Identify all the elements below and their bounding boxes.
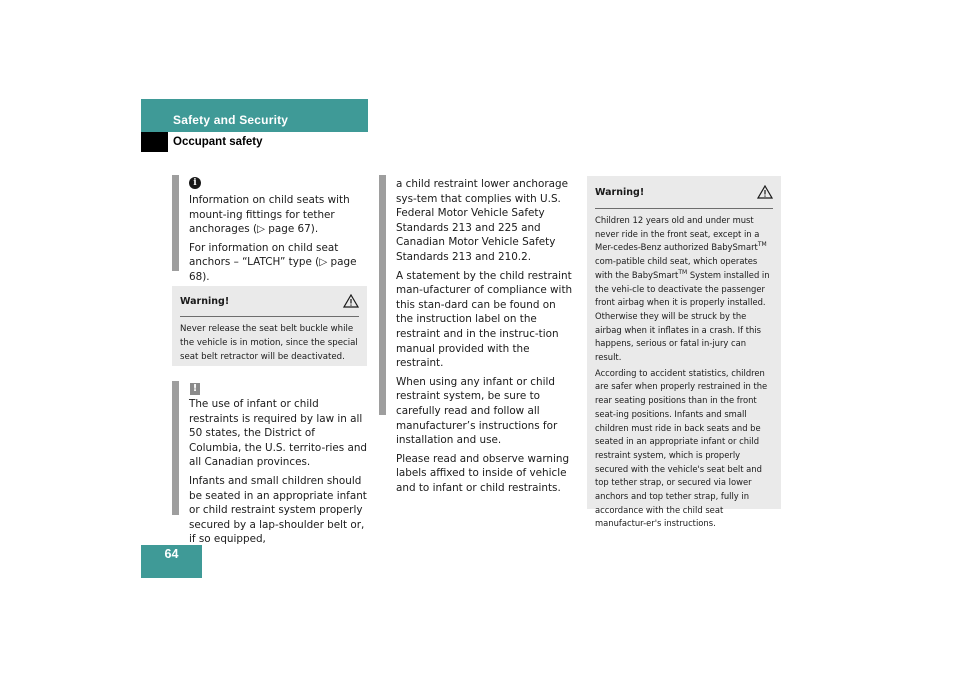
warning-title: Warning! (595, 186, 645, 198)
warning-title: Warning! (180, 295, 230, 307)
info-note-bar (172, 175, 179, 271)
warning-text-part: com-patible child seat, which operates with the BabySmart (595, 256, 758, 280)
warning-paragraph: According to accident statistics, children are safer when properly restrained in the rear seating positions than in the front seat-ing positions. Infants and small children must ride in back seats and be seated in an appropriate infant or child restraint system, which is properly secured with the vehicle's seat belt and top tether strap, or secured via lower anchors and top tether strap, fully in accordance with the child seat manufactur-er's instructions. (595, 367, 768, 529)
child-restraint-text (396, 177, 576, 499)
warning-text (587, 209, 781, 531)
warning-triangle-icon (343, 294, 359, 308)
important-note-bar (172, 381, 179, 515)
section-title: Safety and Security (173, 113, 289, 127)
warning-header (172, 286, 367, 316)
body-paragraph: When using any infant or child restraint system, be sure to carefully read and follow all manufacturer’s instructions for installation and use. (396, 375, 558, 447)
warning-text: Never release the seat belt buckle while the vehicle is in motion, since the special seat belt retractor will be deactivated. (180, 324, 358, 363)
body-paragraph: A statement by the child restraint man-ufacturer of compliance with this stan-dard can be found on the instruction label on the restraint and in the instruc-tion manual provided with the restraint. (396, 269, 573, 370)
info-note-paragraph: Information on child seats with mount-ing fittings for tether anchorages (▷ page 67). (189, 194, 350, 236)
page-number: 64 (164, 547, 179, 561)
warning-triangle-icon (757, 185, 773, 199)
info-note (189, 193, 369, 289)
seatbelt-warning-box (172, 286, 367, 366)
warning-header (587, 176, 781, 208)
warning-text-part: System installed in the vehi-cle to deactivate the passenger front airbag when it is properly installed. Otherwise they will be struck by the airbag when it inflates in a crash. If this happens, serious or fatal in-jury can result. (595, 269, 770, 363)
important-note (189, 397, 369, 551)
warning-paragraph (595, 214, 773, 365)
body-paragraph: a child restraint lower anchorage sys-tem that complies with U.S. Federal Motor Vehicle Safety Standards 213 and 225 and Canadian Motor Vehicle Safety Standards 213 and 210.2. (396, 178, 568, 263)
trademark-mark: TM (757, 241, 767, 249)
trademark-mark: TM (678, 269, 688, 277)
info-note-paragraph: For information on child seat anchors – “LATCH” type (▷ page 68). (189, 241, 357, 283)
front-seat-warning-box (587, 176, 781, 529)
important-note-paragraph: The use of infant or child restraints is required by law in all 50 states, the District of Columbia, the U.S. territo-ries and all Canadian provinces. (189, 398, 368, 469)
info-icon: i (189, 177, 201, 189)
body-paragraph: Please read and observe warning labels affixed to inside of vehicle and to infant or child restraints. (396, 452, 570, 494)
header-tab-marker (141, 132, 168, 152)
warning-text-part: Children 12 years old and under must never ride in the front seat, except in a Mer-cedes-Benz authorized BabySmart (595, 215, 760, 253)
section-subtitle: Occupant safety (173, 136, 263, 148)
continued-note-bar (379, 175, 386, 415)
important-note-paragraph: Infants and small children should be seated in an appropriate infant or child restraint system properly secured by a lap-shoulder belt or, if so equipped, (189, 474, 367, 546)
exclamation-icon: ! (190, 383, 200, 395)
